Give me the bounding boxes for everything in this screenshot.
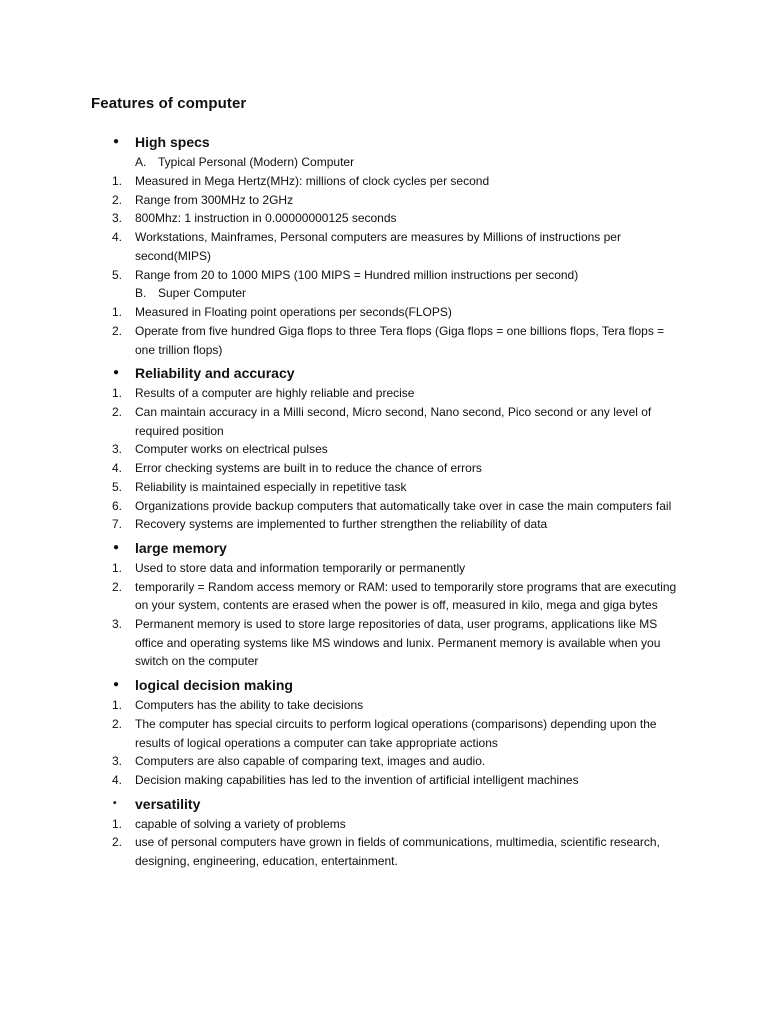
list-item	[0, 440, 768, 459]
list-item-number: 1.	[112, 174, 123, 188]
list-item-text: 800Mhz: 1 instruction in 0.00000000125 seconds	[135, 211, 397, 226]
subsection-heading	[0, 284, 768, 303]
list-item-text: use of personal computers have grown in fields of communications, multimedia, scientific research, designing, engineering, education, entertainment.	[135, 835, 660, 869]
list-item-text: Can maintain accuracy in a Milli second, Micro second, Nano second, Pico second or any level of required position	[135, 405, 652, 438]
list-item	[0, 459, 768, 478]
list-item-text: Range from 20 to 1000 MIPS (100 MIPS = Hundred million instructions per second)	[135, 267, 579, 282]
bullet-icon: ●	[113, 679, 120, 691]
document-title: Features of computer	[91, 95, 247, 112]
list-item-text: Permanent memory is used to store large repositories of data, user programs, applications like MS office and operating systems like MS windows and lunix. Permanent memory is available when you switch on the computer	[135, 617, 661, 669]
list-item-number: 4.	[112, 230, 123, 245]
list-item-number: 3.	[112, 211, 123, 226]
list-item-number: 7.	[112, 517, 123, 532]
list-item	[0, 209, 768, 228]
list-item-text: Measured in Floating point operations per seconds(FLOPS)	[135, 305, 452, 320]
section-heading-text: logical decision making	[135, 677, 293, 694]
list-item	[0, 578, 768, 615]
list-item	[0, 715, 768, 752]
list-item	[0, 815, 768, 834]
list-item-number: 2.	[112, 579, 123, 594]
list-item	[0, 228, 768, 265]
bullet-icon: •	[113, 797, 117, 809]
list-item-number: 4.	[112, 461, 123, 476]
list-item	[0, 384, 768, 403]
list-item-number: 2.	[112, 323, 123, 338]
list-item-text: Computers has the ability to take decisions	[135, 698, 364, 713]
section-heading-text: large memory	[135, 539, 227, 556]
list-item-text: Operate from five hundred Giga flops to three Tera flops (Giga flops = one billions flops, Tera flops = one trillion flops)	[135, 323, 665, 357]
list-item	[0, 833, 768, 870]
list-item	[0, 559, 768, 578]
list-item-number: 5.	[112, 479, 123, 494]
list-item-number: 3.	[112, 754, 123, 769]
list-item	[0, 403, 768, 440]
section-heading	[0, 674, 768, 696]
list-item-number: 1.	[112, 816, 123, 831]
list-item-number: 1.	[112, 560, 123, 575]
list-item-text: capable of solving a variety of problems	[135, 816, 346, 831]
list-item-text: Measured in Mega Hertz(MHz): millions of clock cycles per second	[135, 174, 490, 188]
section-heading	[0, 131, 768, 153]
list-item-text: The computer has special circuits to perform logical operations (comparisons) depending upon the results of logical operations a computer can take appropriate actions	[135, 716, 657, 750]
list-item-text: Workstations, Mainframes, Personal computers are measures by Millions of instructions per second(MIPS)	[135, 230, 621, 263]
subsection-marker: B.	[135, 286, 147, 301]
list-item-number: 3.	[112, 442, 123, 457]
section-heading-text: versatility	[135, 795, 201, 812]
list-item	[0, 322, 768, 359]
list-item	[0, 615, 768, 671]
subsection-marker: A.	[135, 155, 147, 169]
subsection-heading-text: Typical Personal (Modern) Computer	[158, 155, 355, 169]
list-item-text: Recovery systems are implemented to further strengthen the reliability of data	[135, 517, 548, 532]
list-item-text: Decision making capabilities has led to the invention of artificial intelligent machines	[135, 772, 579, 787]
list-item-number: 2.	[112, 716, 123, 731]
list-item	[0, 303, 768, 322]
bullet-icon: ●	[113, 541, 120, 553]
section-heading	[0, 537, 768, 559]
list-item-text: Range from 300MHz to 2GHz	[135, 192, 294, 207]
section-heading	[0, 793, 768, 815]
list-item-text: Reliability is maintained especially in repetitive task	[135, 479, 407, 494]
list-item-number: 1.	[112, 698, 123, 713]
list-item	[0, 478, 768, 497]
list-item-text: Computer works on electrical pulses	[135, 442, 328, 457]
list-item	[0, 515, 768, 534]
list-item-number: 2.	[112, 405, 123, 420]
list-item-number: 5.	[112, 267, 123, 282]
list-item	[0, 497, 768, 516]
list-item-number: 6.	[112, 498, 123, 513]
list-item-number: 4.	[112, 772, 123, 787]
bullet-icon: ●	[113, 136, 120, 147]
list-item-text: Results of a computer are highly reliable and precise	[135, 386, 415, 401]
list-item-text: temporarily = Random access memory or RAM: used to temporarily store programs that are executing on your system, contents are erased when the power is off, measured in kilo, mega and giga bytes	[135, 579, 677, 613]
list-item-text: Error checking systems are built in to reduce the chance of errors	[135, 461, 482, 476]
list-item-number: 1.	[112, 386, 123, 401]
list-item-text: Used to store data and information temporarily or permanently	[135, 560, 466, 575]
list-item-number: 3.	[112, 617, 123, 632]
list-item-number: 1.	[112, 305, 123, 320]
list-item	[0, 191, 768, 210]
bullet-icon: ●	[113, 367, 120, 379]
list-item	[0, 266, 768, 285]
section-heading	[0, 362, 768, 384]
list-item	[0, 752, 768, 771]
subsection-heading	[0, 153, 768, 172]
list-item	[0, 696, 768, 715]
list-item-text: Organizations provide backup computers that automatically take over in case the main computers fail	[135, 498, 672, 513]
section-heading-text: Reliability and accuracy	[135, 365, 295, 382]
list-item-text: Computers are also capable of comparing text, images and audio.	[135, 754, 486, 769]
document-body	[0, 128, 768, 871]
list-item-number: 2.	[112, 192, 123, 207]
section-heading-text: High specs	[135, 134, 210, 150]
list-item	[0, 771, 768, 790]
subsection-heading-text: Super Computer	[158, 286, 247, 301]
list-item-number: 2.	[112, 835, 123, 850]
list-item	[0, 172, 768, 191]
